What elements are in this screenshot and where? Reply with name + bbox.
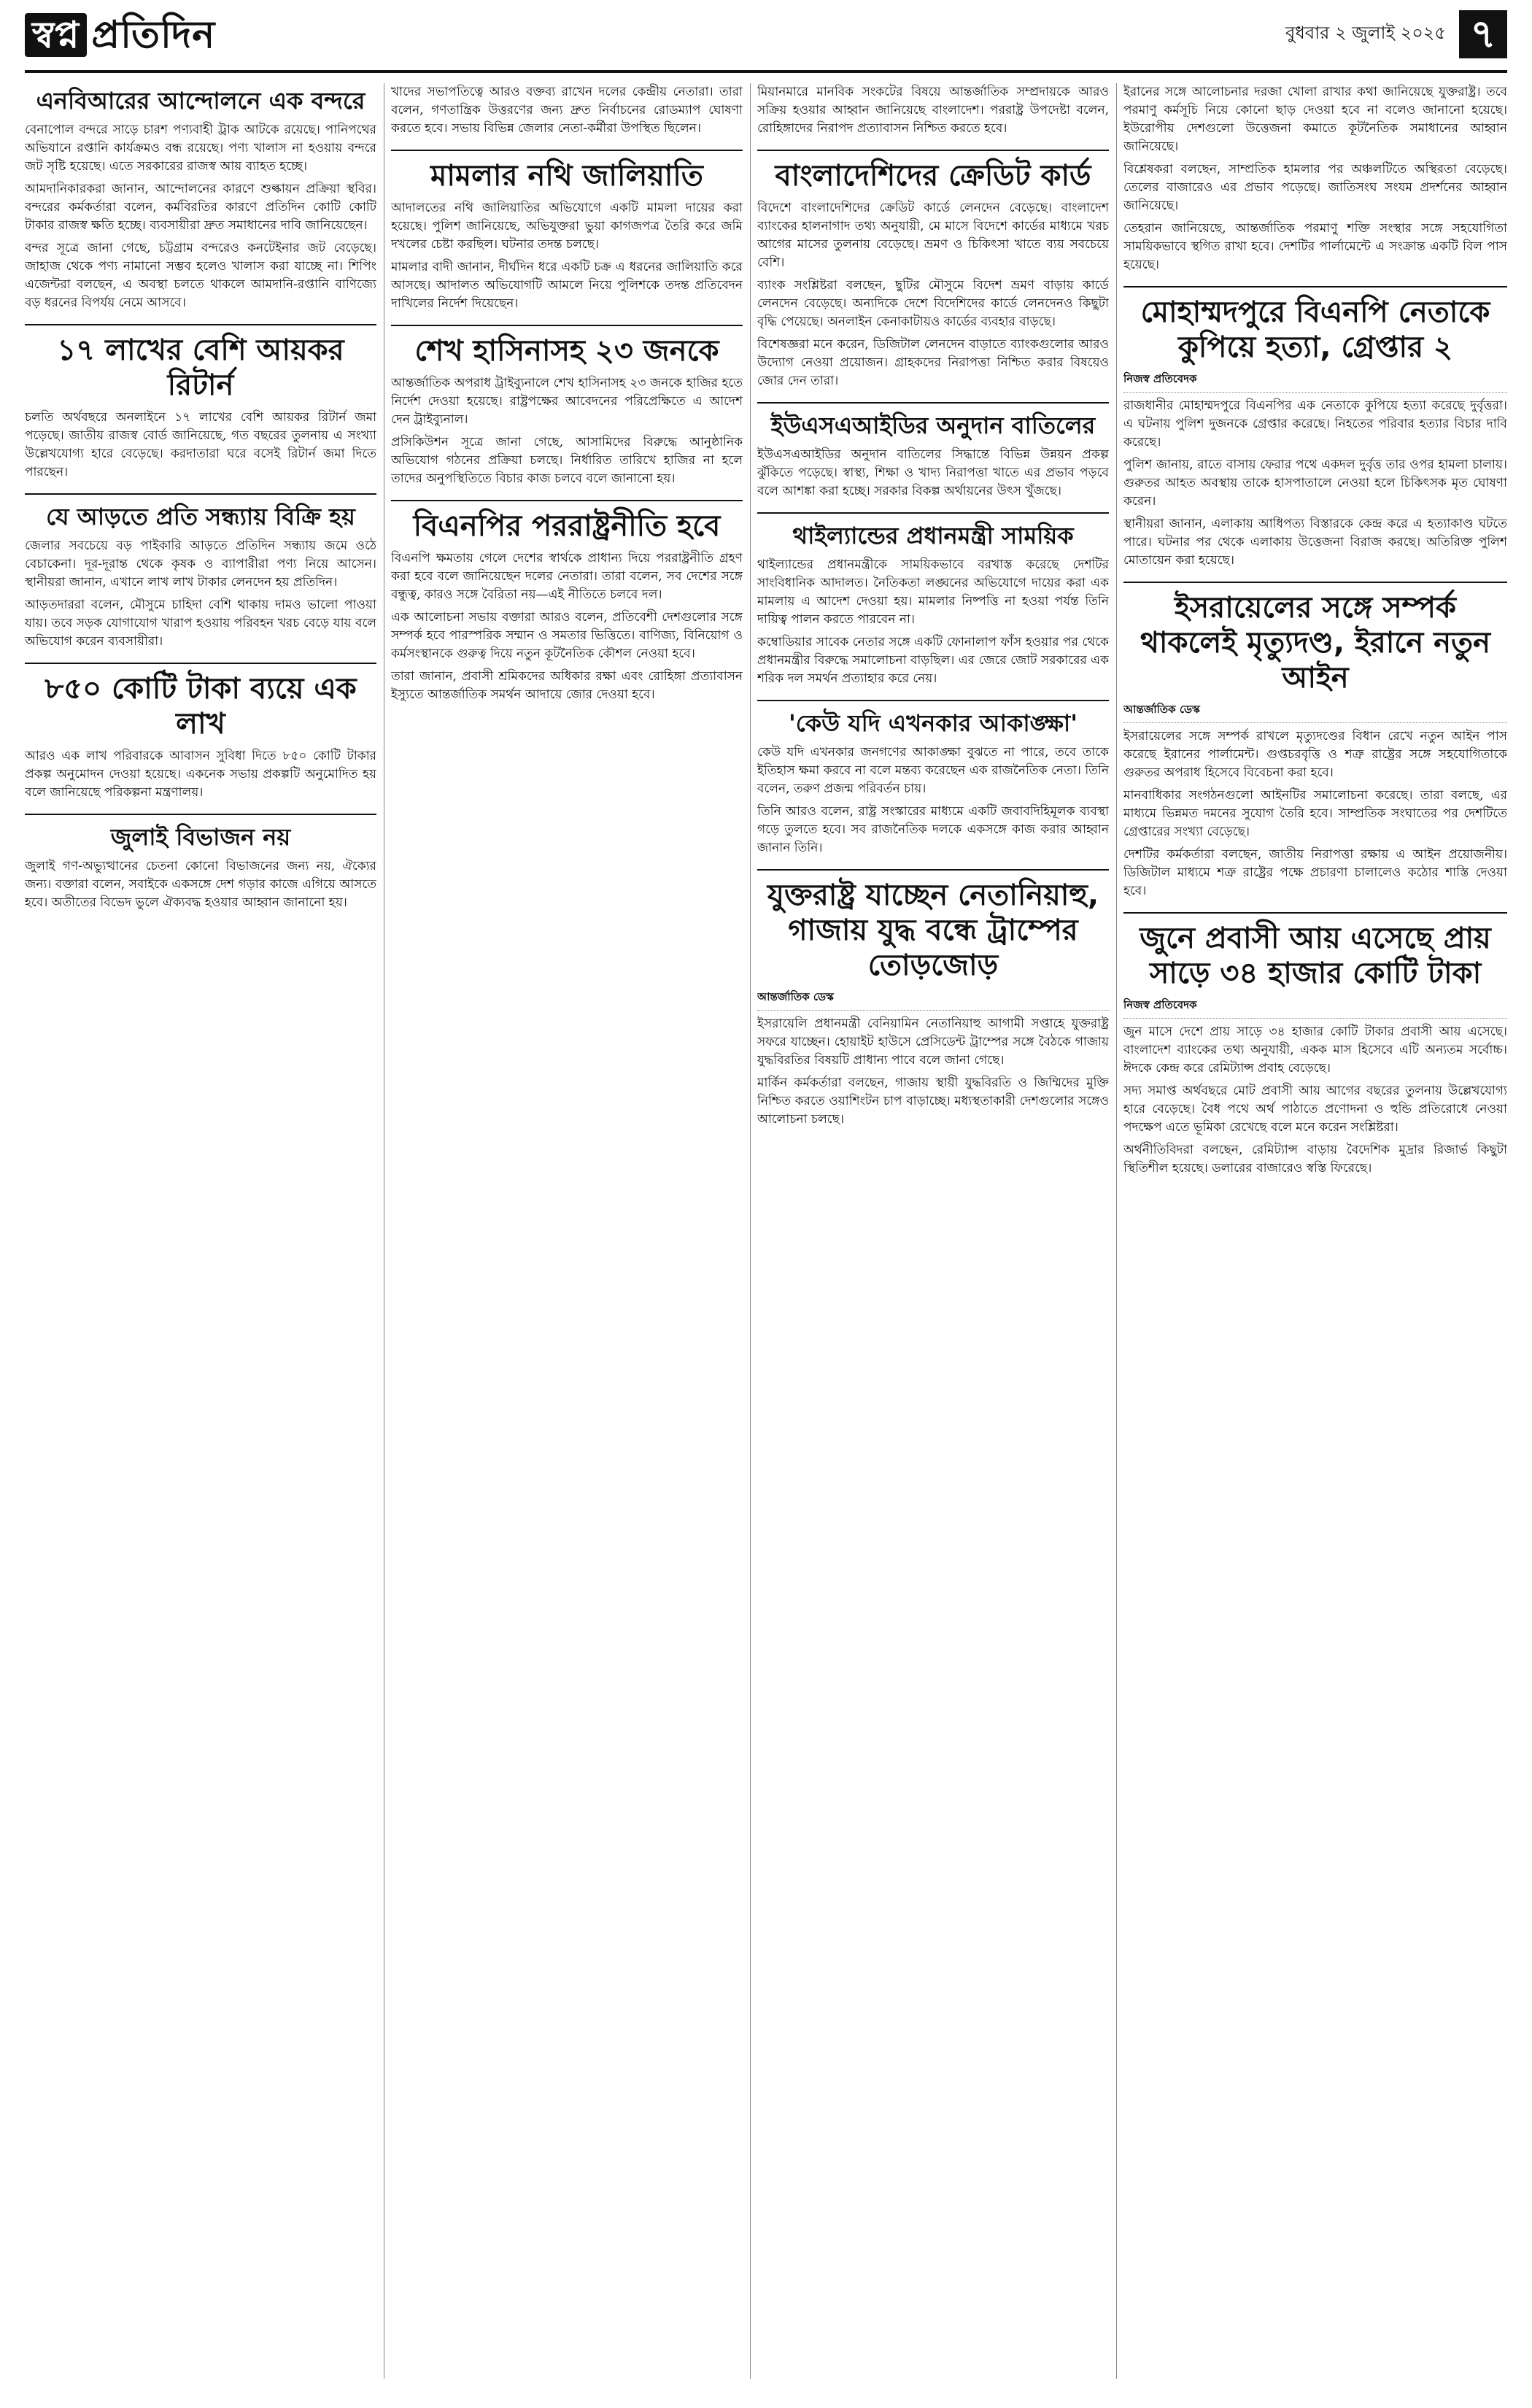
column-3 bbox=[757, 83, 1109, 2379]
article-evening-market bbox=[25, 502, 376, 664]
article-aspiration bbox=[757, 709, 1109, 871]
article-paragraph: কেউ যদি এখনকার জনগণের আকাঙ্ক্ষা বুঝতে না পারে, তবে তাকে ইতিহাস ক্ষমা করবে না বলে মন্তব্য করেছেন এক রাজনৈতিক নেতা। তিনি বলেন, তরুণ প্রজন্ম পরিবর্তন চায়। bbox=[757, 745, 1109, 796]
article-paragraph: ইসরায়েলের সঙ্গে সম্পর্ক রাখলে মৃত্যুদণ্ডের বিধান রেখে নতুন আইন পাস করেছে ইরানের পার্লামেন্ট। গুপ্তচরবৃত্তি ও শত্রু রাষ্ট্রের সঙ্গে সহযোগিতাকে গুরুতর অপরাধ হিসেবে বিবেচনা করা হবে। bbox=[1123, 729, 1507, 780]
article-iran-new-law bbox=[1123, 590, 1507, 914]
article-headline: বিএনপির পররাষ্ট্রনীতি হবে bbox=[413, 509, 721, 543]
article-continuation bbox=[757, 83, 1109, 151]
article-paragraph: থাইল্যান্ডের প্রধানমন্ত্রীকে সাময়িকভাবে বরখাস্ত করেছে দেশটির সাংবিধানিক আদালত। নৈতিকতা লঙ্ঘনের অভিযোগে দায়ের করা এক মামলায় এ আদেশ দেওয়া হয়। মামলার নিষ্পত্তি না হওয়া পর্যন্ত তিনি দায়িত্ব পালন করতে পারবেন না। bbox=[757, 557, 1109, 627]
article-paragraph: বেনাপোল বন্দরে সাড়ে চারশ পণ্যবাহী ট্রাক আটকে রয়েছে। পানিপথের অভিযানে রপ্তানি কার্যক্রমও বন্ধ রয়েছে। পণ্য খালাস না হওয়ায় বন্দরে জট সৃষ্টি হয়েছে। এতে সরকারের রাজস্ব আয় ব্যাহত হচ্ছে। bbox=[25, 123, 376, 174]
article-paragraph: আড়তদাররা বলেন, মৌসুমে চাহিদা বেশি থাকায় দামও ভালো পাওয়া যায়। তবে সড়ক যোগাযোগ খারাপ হওয়ায় পরিবহন খরচ বেড়ে যায় বলে অভিযোগ করেন ব্যবসায়ীরা। bbox=[25, 598, 376, 649]
logo-mark: স্বপ্ন bbox=[25, 13, 87, 57]
column-divider bbox=[1116, 83, 1117, 2379]
article-paragraph: এক আলোচনা সভায় বক্তারা আরও বলেন, প্রতিবেশী দেশগুলোর সঙ্গে সম্পর্ক হবে পারস্পরিক সম্মান ও সমতার ভিত্তিতে। বাণিজ্য, বিনিয়োগ ও কর্মসংস্থানকে গুরুত্ব দিয়ে নতুন কূটনৈতিক কৌশল নেওয়া হবে। bbox=[391, 610, 743, 661]
article-headline: ইউএসএআইডির অনুদান বাতিলের bbox=[770, 412, 1096, 439]
newspaper-logo bbox=[25, 13, 215, 57]
article-paragraph: মামলার বাদী জানান, দীর্ঘদিন ধরে একটি চক্র এ ধরনের জালিয়াতি করে আসছে। আদালত অভিযোগটি আমলে নিয়ে পুলিশকে তদন্ত প্রতিবেদন দাখিলের নির্দেশ দিয়েছেন। bbox=[391, 260, 743, 311]
article-paragraph: জুন মাসে দেশে প্রায় সাড়ে ৩৪ হাজার কোটি টাকার প্রবাসী আয় এসেছে। বাংলাদেশ ব্যাংকের তথ্য অনুযায়ী, একক মাস হিসেবে এটি অন্যতম সর্বোচ্চ। ঈদকে কেন্দ্র করে রেমিট্যান্স প্রবাহ বেড়েছে। bbox=[1123, 1024, 1507, 1076]
article-paragraph: তেহরান জানিয়েছে, আন্তর্জাতিক পরমাণু শক্তি সংস্থার সঙ্গে সহযোগিতা সাময়িকভাবে স্থগিত রাখা হবে। দেশটির পার্লামেন্টে এ সংক্রান্ত একটি বিল পাস হয়েছে। bbox=[1123, 221, 1507, 272]
article-paragraph: ব্যাংক সংশ্লিষ্টরা বলছেন, ছুটির মৌসুমে বিদেশ ভ্রমণ বাড়ায় কার্ডে লেনদেন বেড়েছে। অন্যদিকে দেশে বিদেশিদের কার্ডে লেনদেনও কিছুটা বৃদ্ধি পেয়েছে। অনলাইন কেনাকাটায়ও কার্ডের ব্যবহার বাড়ছে। bbox=[757, 278, 1109, 329]
article-headline: জুনে প্রবাসী আয় এসেছে প্রায় সাড়ে ৩৪ হাজার কোটি টাকা bbox=[1140, 922, 1491, 990]
article-bnp-foreign-policy bbox=[391, 509, 743, 716]
article-headline: বাংলাদেশিদের ক্রেডিট কার্ড bbox=[775, 159, 1091, 193]
article-paragraph: জুলাই গণ-অভ্যুত্থানের চেতনা কোনো বিভাজনের জন্য নয়, ঐক্যের জন্য। বক্তারা বলেন, সবাইকে একসঙ্গে দেশ গড়ার কাজে এগিয়ে আসতে হবে। অতীতের বিভেদ ভুলে ঐক্যবদ্ধ হওয়ার আহ্বান জানানো হয়। bbox=[25, 859, 376, 910]
article-headline: জুলাই বিভাজন নয় bbox=[110, 823, 291, 851]
article-paragraph: ইসরায়েলি প্রধানমন্ত্রী বেনিয়ামিন নেতানিয়াহু আগামী সপ্তাহে যুক্তরাষ্ট্র সফরে যাচ্ছেন। হোয়াইট হাউসে প্রেসিডেন্ট ট্রাম্পের সঙ্গে বৈঠকে গাজায় যুদ্ধবিরতির বিষয়টি প্রাধান্য পাবে বলে জানা গেছে। bbox=[757, 1016, 1109, 1068]
article-continuation bbox=[391, 83, 743, 151]
article-usaid-grant bbox=[757, 411, 1109, 514]
article-paragraph: আমদানিকারকরা জানান, আন্দোলনের কারণে শুল্কায়ন প্রক্রিয়া স্থবির। বন্দরের কর্মকর্তারা বলেন, কর্মবিরতির কারণে প্রতিদিন কোটি কোটি টাকার রাজস্ব ক্ষতি হচ্ছে। ব্যবসায়ীরা দ্রুত সমাধানের দাবি জানিয়েছেন। bbox=[25, 182, 376, 233]
article-headline: থাইল্যান্ডের প্রধানমন্ত্রী সাময়িক bbox=[792, 522, 1074, 549]
article-credit-card bbox=[757, 158, 1109, 404]
column-4 bbox=[1123, 83, 1507, 2379]
article-paragraph: মার্কিন কর্মকর্তারা বলছেন, গাজায় স্থায়ী যুদ্ধবিরতি ও জিম্মিদের মুক্তি নিশ্চিত করতে ওয়াশিংটন চাপ বাড়াচ্ছে। মধ্যস্থতাকারী দেশগুলোর সঙ্গেও আলোচনা চলছে। bbox=[757, 1076, 1109, 1127]
article-paragraph: বিএনপি ক্ষমতায় গেলে দেশের স্বার্থকে প্রাধান্য দিয়ে পররাষ্ট্রনীতি গ্রহণ করা হবে বলে জানিয়েছেন দলের নেতারা। তারা বলেন, সব দেশের সঙ্গে বন্ধুত্ব, কারও সঙ্গে বৈরিতা নয়—এই নীতিতে চলবে দল। bbox=[391, 551, 743, 602]
article-thai-pm bbox=[757, 521, 1109, 701]
article-paragraph: দেশটির কর্মকর্তারা বলছেন, জাতীয় নিরাপত্তা রক্ষায় এ আইন প্রয়োজনীয়। ডিজিটাল মাধ্যমে শত্রু রাষ্ট্রের পক্ষে প্রচারণা চালালেও কঠোর শাস্তি দেওয়া হবে। bbox=[1123, 847, 1507, 898]
column-1 bbox=[25, 83, 376, 2379]
article-headline: যে আড়তে প্রতি সন্ধ্যায় বিক্রি হয় bbox=[46, 503, 355, 530]
article-july-division bbox=[25, 822, 376, 924]
article-paragraph: খাদের সভাপতিত্বে আরও বক্তব্য রাখেন দলের কেন্দ্রীয় নেতারা। তারা বলেন, গণতান্ত্রিক উত্তরণের জন্য দ্রুত নির্বাচনের রোডম্যাপ ঘোষণা করতে হবে। সভায় বিভিন্ন জেলার নেতা-কর্মীরা উপস্থিত ছিলেন। bbox=[391, 85, 743, 136]
article-headline: ইসরায়েলের সঙ্গে সম্পর্ক থাকলেই মৃত্যুদণ্ড, ইরানে নতুন আইন bbox=[1140, 591, 1490, 695]
article-paragraph: রাজধানীর মোহাম্মদপুরে বিএনপির এক নেতাকে কুপিয়ে হত্যা করেছে দুর্বৃত্তরা। এ ঘটনায় পুলিশ দুজনকে গ্রেপ্তার করেছে। নিহতের পরিবার হত্যার বিচার দাবি করেছে। bbox=[1123, 398, 1507, 449]
column-2 bbox=[391, 83, 743, 2379]
article-headline: মোহাম্মদপুরে বিএনপি নেতাকে কুপিয়ে হত্যা, গ্রেপ্তার ২ bbox=[1140, 296, 1490, 364]
article-headline: শেখ হাসিনাসহ ২৩ জনকে bbox=[414, 334, 719, 368]
article-paragraph: বিদেশে বাংলাদেশিদের ক্রেডিট কার্ডে লেনদেন বেড়েছে। বাংলাদেশ ব্যাংকের হালনাগাদ তথ্য অনুযায়ী, মে মাসে বিদেশে কার্ডের মাধ্যমে খরচ আগের মাসের তুলনায় বেড়েছে। ভ্রমণ ও চিকিৎসা খাতে ব্যয় সবচেয়ে বেশি। bbox=[757, 201, 1109, 270]
article-paragraph: চলতি অর্থবছরে অনলাইনে ১৭ লাখের বেশি আয়কর রিটার্ন জমা পড়েছে। জাতীয় রাজস্ব বোর্ড জানিয়েছে, গত বছরের তুলনায় এ সংখ্যা উল্লেখযোগ্য হারে বেড়েছে। করদাতারা ঘরে বসেই রিটার্ন জমা দিতে পারছেন। bbox=[25, 410, 376, 479]
article-paragraph: জেলার সবচেয়ে বড় পাইকারি আড়তে প্রতিদিন সন্ধ্যায় জমে ওঠে বেচাকেনা। দূর-দূরান্ত থেকে কৃষক ও ব্যাপারীরা পণ্য নিয়ে আসেন। স্থানীয়রা জানান, এখানে লাখ লাখ টাকার লেনদেন হয় প্রতিদিন। bbox=[25, 539, 376, 590]
column-divider bbox=[750, 83, 751, 2379]
article-byline: আন্তর্জাতিক ডেস্ক bbox=[1123, 701, 1507, 723]
article-paragraph: মিয়ানমারে মানবিক সংকটের বিষয়ে আন্তর্জাতিক সম্প্রদায়কে আরও সক্রিয় হওয়ার আহ্বান জানিয়েছে বাংলাদেশ। পররাষ্ট্র উপদেষ্টা বলেন, রোহিঙ্গাদের নিরাপদ প্রত্যাবাসন নিশ্চিত করতে হবে। bbox=[757, 85, 1109, 136]
article-paragraph: স্থানীয়রা জানান, এলাকায় আধিপত্য বিস্তারকে কেন্দ্র করে এ হত্যাকাণ্ড ঘটতে পারে। ঘটনার পর থেকে এলাকায় উত্তেজনা বিরাজ করছে। অতিরিক্ত পুলিশ মোতায়েন করা হয়েছে। bbox=[1123, 517, 1507, 568]
article-paragraph: বিশেষজ্ঞরা মনে করেন, ডিজিটাল লেনদেন বাড়াতে ব্যাংকগুলোর আরও উদ্যোগ নেওয়া প্রয়োজন। গ্রাহকদের নিরাপত্তা নিশ্চিত করার বিষয়েও জোর দেন তারা। bbox=[757, 337, 1109, 388]
article-tax-returns bbox=[25, 333, 376, 495]
article-byline: নিজস্ব প্রতিবেদক bbox=[1123, 371, 1507, 393]
article-paragraph: বন্দর সূত্রে জানা গেছে, চট্টগ্রাম বন্দরেও কনটেইনার জট বেড়েছে। জাহাজ থেকে পণ্য নামানো সম্ভব হলেও খালাস করা যাচ্ছে না। শিপিং এজেন্টরা বলছেন, এ অবস্থা চলতে থাকলে আমদানি-রপ্তানি বাণিজ্যে বড় ধরনের বিপর্যয় নেমে আসবে। bbox=[25, 241, 376, 310]
article-byline: আন্তর্জাতিক ডেস্ক bbox=[757, 989, 1109, 1011]
issue-date: বুধবার ২ জুলাই ২০২৫ bbox=[1285, 23, 1446, 43]
article-byline: নিজস্ব প্রতিবেদক bbox=[1123, 997, 1507, 1019]
date-and-page bbox=[1285, 10, 1507, 58]
article-paragraph: মানবাধিকার সংগঠনগুলো আইনটির সমালোচনা করেছে। তারা বলছে, এর মাধ্যমে ভিন্নমত দমনের সুযোগ তৈরি হবে। সাম্প্রতিক সংঘাতের পর দেশটিতে গ্রেপ্তারের সংখ্যা বেড়েছে। bbox=[1123, 788, 1507, 839]
article-headline: যুক্তরাষ্ট্র যাচ্ছেন নেতানিয়াহু, গাজায় যুদ্ধ বন্ধে ট্রাম্পের তোড়জোড় bbox=[767, 879, 1099, 982]
article-paragraph: ইউএসএআইডির অনুদান বাতিলের সিদ্ধান্তে বিভিন্ন উন্নয়ন প্রকল্প ঝুঁকিতে পড়েছে। স্বাস্থ্য, শিক্ষা ও খাদ্য নিরাপত্তা খাতে এর প্রভাব পড়বে বলে আশঙ্কা করা হচ্ছে। সরকার বিকল্প অর্থায়নের উৎস খুঁজছে। bbox=[757, 447, 1109, 498]
article-paragraph: আদালতের নথি জালিয়াতির অভিযোগে একটি মামলা দায়ের করা হয়েছে। পুলিশ জানিয়েছে, অভিযুক্তরা ভুয়া কাগজপত্র তৈরি করে জমি দখলের চেষ্টা করছিল। ঘটনার তদন্ত চলছে। bbox=[391, 201, 743, 252]
article-headline: মামলার নথি জালিয়াতি bbox=[430, 159, 703, 193]
article-paragraph: আন্তর্জাতিক অপরাধ ট্রাইব্যুনালে শেখ হাসিনাসহ ২৩ জনকে হাজির হতে নির্দেশ দেওয়া হয়েছে। রাষ্ট্রপক্ষের আবেদনের পরিপ্রেক্ষিতে এ আদেশ দেন ট্রাইব্যুনাল। bbox=[391, 376, 743, 427]
article-paragraph: বিশ্লেষকরা বলছেন, সাম্প্রতিক হামলার পর অঞ্চলটিতে অস্থিরতা বেড়েছে। তেলের বাজারেও এর প্রভাব পড়েছে। জাতিসংঘ সংযম প্রদর্শনের আহ্বান জানিয়েছে। bbox=[1123, 162, 1507, 213]
article-paragraph: তিনি আরও বলেন, রাষ্ট্র সংস্কারের মাধ্যমে একটি জবাবদিহিমূলক ব্যবস্থা গড়ে তুলতে হবে। সব রাজনৈতিক দলকে একসঙ্গে কাজ করার আহ্বান জানান তিনি। bbox=[757, 804, 1109, 855]
article-sheikh-hasina-23 bbox=[391, 333, 743, 501]
article-remittance bbox=[1123, 921, 1507, 1189]
article-mohammadpur-murder bbox=[1123, 295, 1507, 583]
page-number: ৭ bbox=[1459, 10, 1507, 58]
article-netanyahu-us bbox=[757, 878, 1109, 1141]
article-paragraph: কম্বোডিয়ার সাবেক নেতার সঙ্গে একটি ফোনালাপ ফাঁস হওয়ার পর থেকে প্রধানমন্ত্রীর বিরুদ্ধে সমালোচনা বাড়ছিল। এর জেরে জোট সরকারের এক শরিক দল সমর্থন প্রত্যাহার করে নেয়। bbox=[757, 635, 1109, 686]
article-850-crore bbox=[25, 671, 376, 815]
article-nbr-movement bbox=[25, 86, 376, 325]
article-continuation bbox=[1123, 83, 1507, 288]
article-paragraph: পুলিশ জানায়, রাতে বাসায় ফেরার পথে একদল দুর্বৃত্ত তার ওপর হামলা চালায়। গুরুতর আহত অবস্থায় তাকে হাসপাতালে নেওয়া হলে চিকিৎসক মৃত ঘোষণা করেন। bbox=[1123, 458, 1507, 509]
masthead-divider bbox=[25, 70, 1507, 73]
article-paragraph: আরও এক লাখ পরিবারকে আবাসন সুবিধা দিতে ৮৫০ কোটি টাকার প্রকল্প অনুমোদন দেওয়া হয়েছে। একনেক সভায় প্রকল্পটি অনুমোদিত হয় বলে জানিয়েছে পরিকল্পনা মন্ত্রণালয়। bbox=[25, 749, 376, 800]
article-headline: এনবিআরের আন্দোলনে এক বন্দরে bbox=[36, 87, 365, 115]
article-paragraph: সদ্য সমাপ্ত অর্থবছরে মোট প্রবাসী আয় আগের বছরের তুলনায় উল্লেখযোগ্য হারে বেড়েছে। বৈধ পথে অর্থ পাঠাতে প্রণোদনা ও হুন্ডি প্রতিরোধে নেওয়া পদক্ষেপ এতে ভূমিকা রেখেছে বলে মনে করেন সংশ্লিষ্টরা। bbox=[1123, 1084, 1507, 1135]
article-paragraph: তারা জানান, প্রবাসী শ্রমিকদের অধিকার রক্ষা এবং রোহিঙ্গা প্রত্যাবাসন ইস্যুতে আন্তর্জাতিক সমর্থন আদায়ে জোর দেওয়া হবে। bbox=[391, 669, 743, 702]
article-paragraph: ইরানের সঙ্গে আলোচনার দরজা খোলা রাখার কথা জানিয়েছে যুক্তরাষ্ট্র। তবে পরমাণু কর্মসূচি নিয়ে কোনো ছাড় দেওয়া হবে না বলেও জানানো হয়েছে। ইউরোপীয় দেশগুলো উত্তেজনা কমাতে কূটনৈতিক সমাধানের আহ্বান জানিয়েছে। bbox=[1123, 85, 1507, 154]
article-paragraph: প্রসিকিউশন সূত্রে জানা গেছে, আসামিদের বিরুদ্ধে আনুষ্ঠানিক অভিযোগ গঠনের প্রক্রিয়া চলছে। নির্ধারিত তারিখে হাজির না হলে তাদের অনুপস্থিতিতে বিচার কাজ চলবে বলে জানানো হয়। bbox=[391, 435, 743, 486]
article-case-forgery bbox=[391, 158, 743, 326]
logo-name: প্রতিদিন bbox=[91, 13, 216, 57]
article-paragraph: অর্থনীতিবিদরা বলছেন, রেমিট্যান্স বাড়ায় বৈদেশিক মুদ্রার রিজার্ভ কিছুটা স্থিতিশীল হয়েছে। ডলারের বাজারেও স্বস্তি ফিরেছে। bbox=[1123, 1143, 1507, 1176]
masthead bbox=[25, 6, 1507, 69]
article-headline: ৮৫০ কোটি টাকা ব্যয়ে এক লাখ bbox=[45, 672, 357, 741]
article-headline: 'কেউ যদি এখনকার আকাঙ্ক্ষা' bbox=[789, 709, 1078, 737]
article-headline: ১৭ লাখের বেশি আয়কর রিটার্ন bbox=[57, 333, 344, 402]
